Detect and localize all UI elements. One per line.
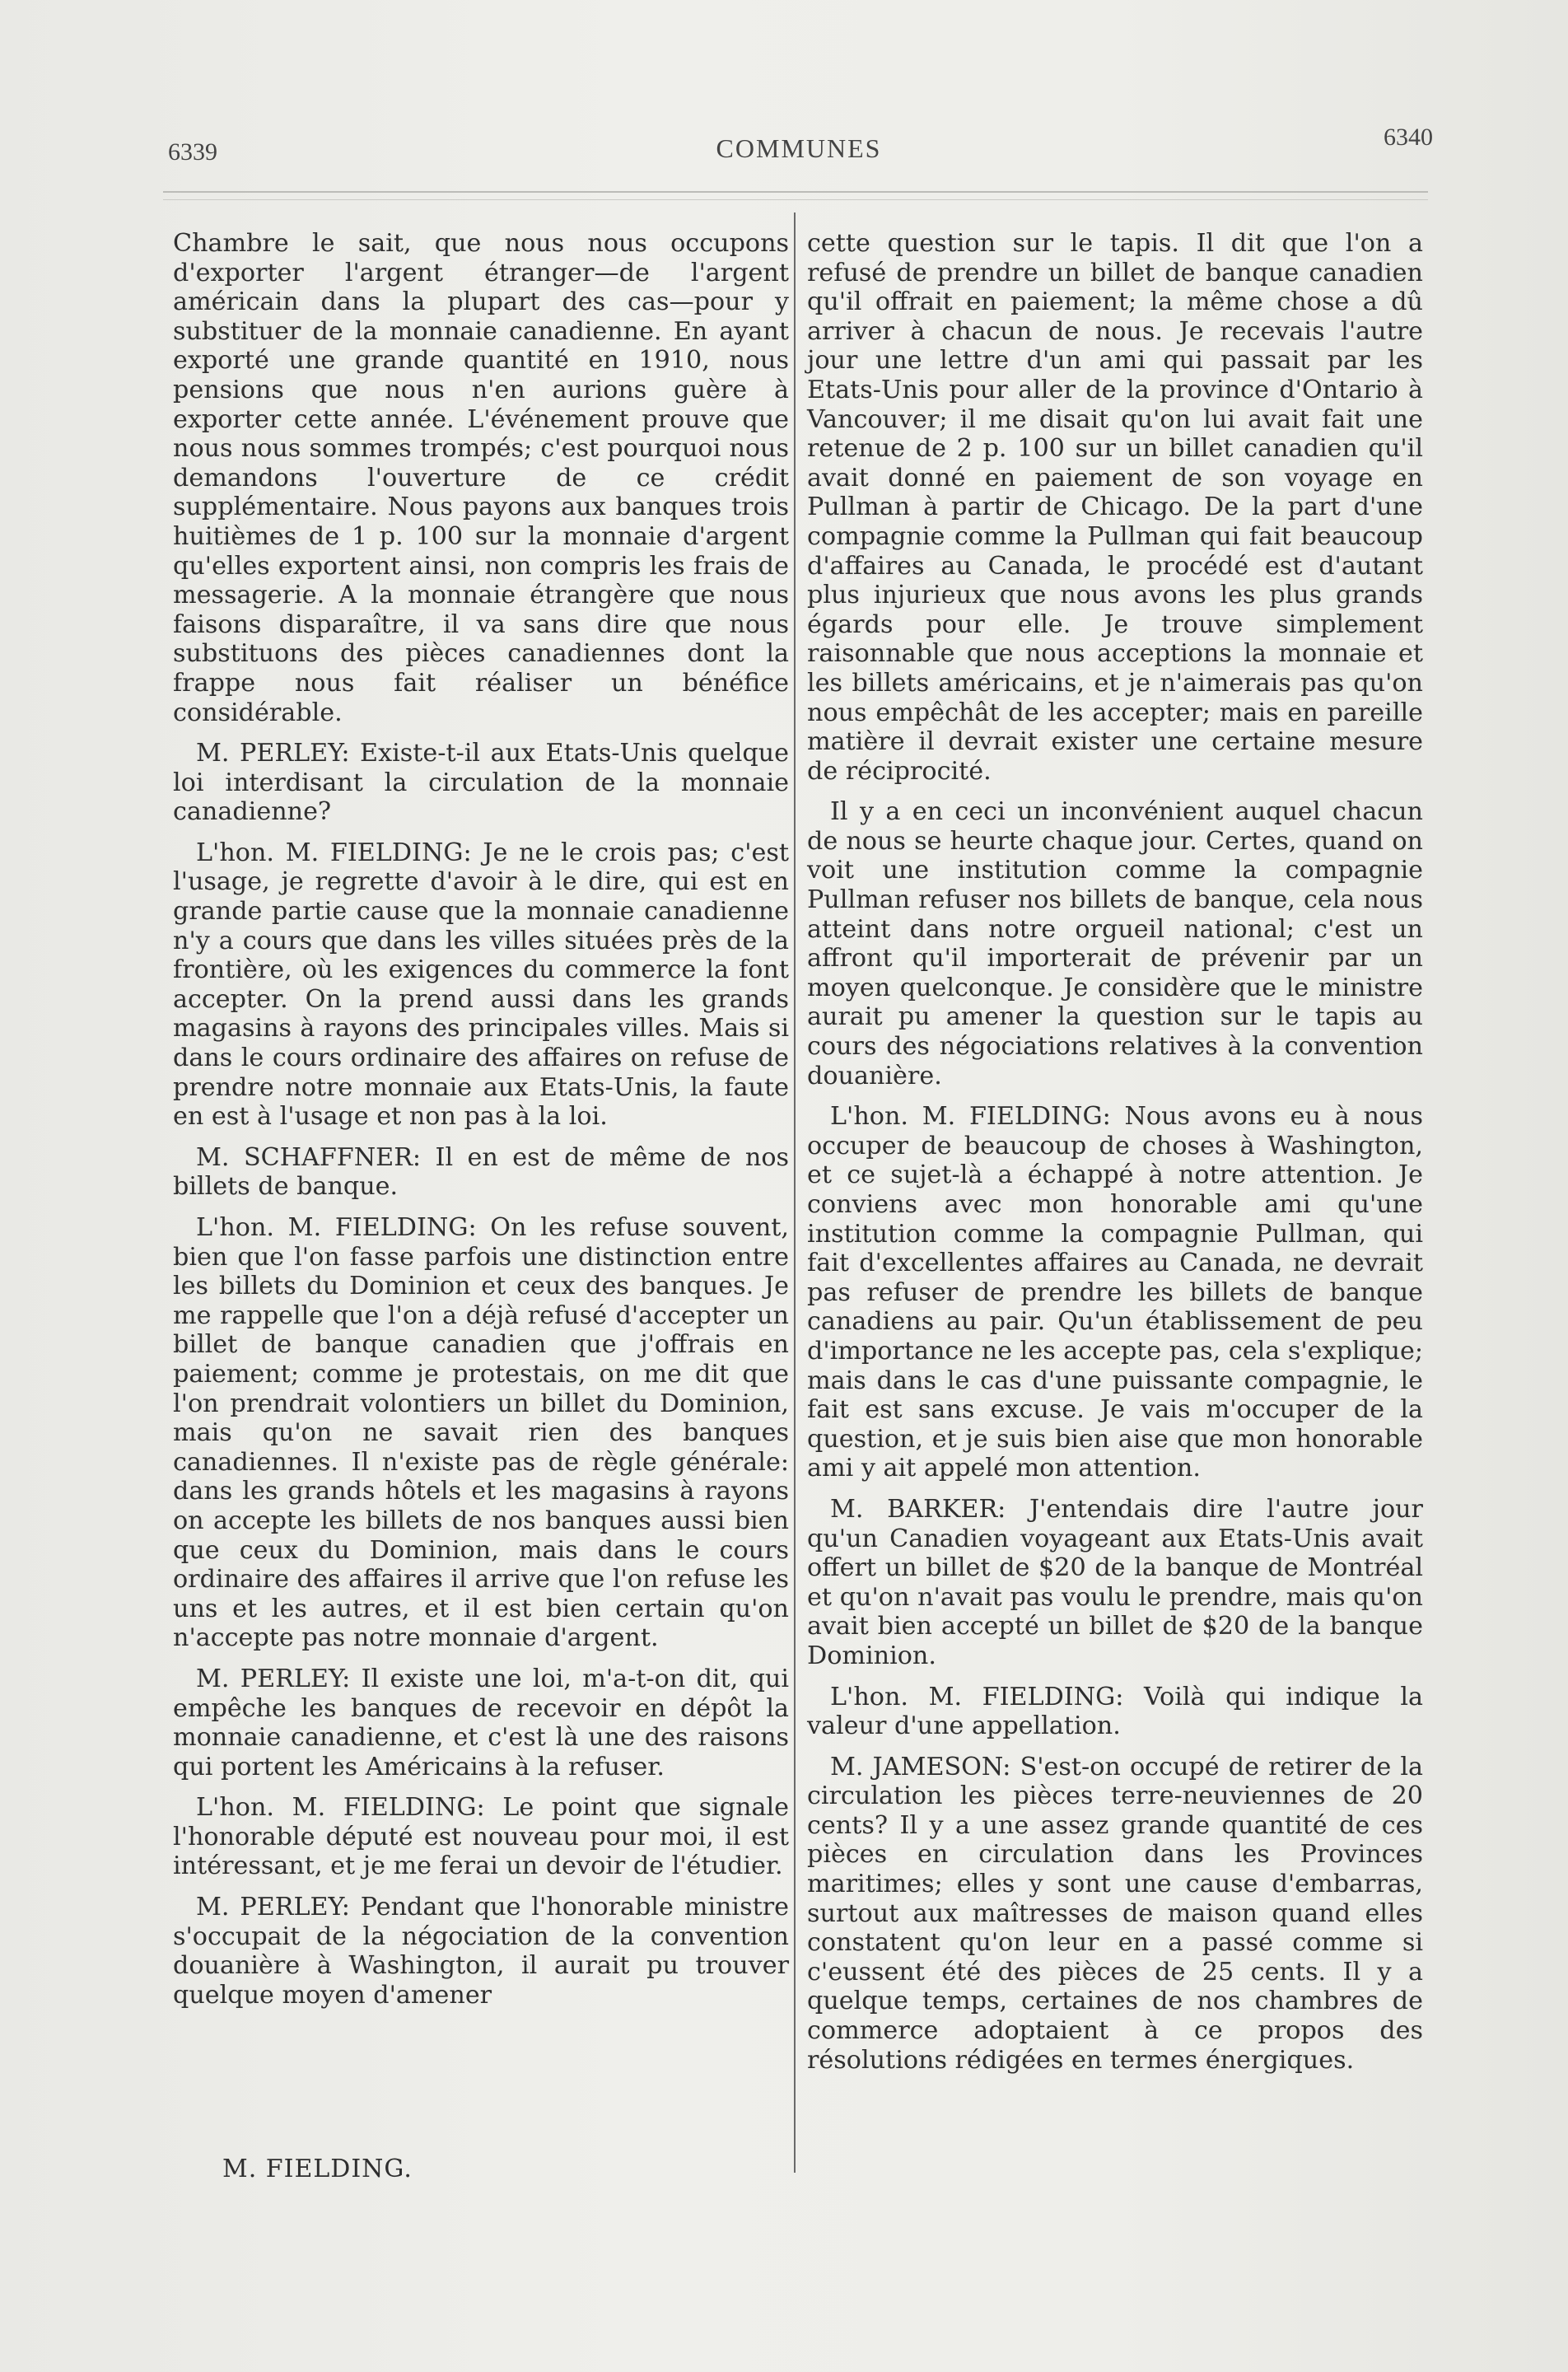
header-rule-secondary	[163, 199, 1428, 200]
catchword-footer: M. FIELDING.	[222, 2155, 413, 2183]
running-title: COMMUNES	[716, 133, 882, 163]
column-divider	[794, 212, 796, 2173]
page-number-right: 6340	[1384, 124, 1433, 151]
paragraph: M. SCHAFFNER: Il en est de même de nos billets de banque.	[173, 1142, 789, 1202]
paragraph: Chambre le sait, que nous nous occupons d'exporter l'argent étranger—de l'argent américain dans la plupart des cas—pour y substituer de la monnaie canadienne. En ayant exporté une grande quantité en 1910, nous pensions que nous n'en aurions guère à exporter cette année. L'événement prouve que nous nous sommes trompés; c'est pourquoi nous demandons l'ouverture de ce crédit supplémentaire. Nous payons aux banques trois huitièmes de 1 p. 100 sur la monnaie d'argent qu'elles exportent ainsi, non compris les frais de messagerie. A la monnaie étrangère que nous faisons disparaître, il va sans dire que nous substituons des pièces canadiennes dont la frappe nous fait réaliser un bénéfice considérable.	[173, 229, 789, 727]
paragraph: L'hon. M. FIELDING: Voilà qui indique la valeur d'une appellation.	[807, 1682, 1423, 1741]
page-header	[165, 124, 1433, 173]
paragraph: M. PERLEY: Pendant que l'honorable ministre s'occupait de la négociation de la convention douanière à Washington, il aurait pu trouver quelque moyen d'amener	[173, 1893, 789, 2010]
paragraph: M. JAMESON: S'est-on occupé de retirer de la circulation les pièces terre-neuviennes de 20 cents? Il y a une assez grande quantité de ces pièces en circulation dans les Provinces maritimes; elles y sont une cause d'embarras, surtout aux maîtresses de maison quand elles constatent qu'on leur en a passé comme si c'eussent été des pièces de 25 cents. Il y a quelque temps, certaines de nos chambres de commerce adoptaient à ce propos des résolutions rédigées en termes énergiques.	[807, 1752, 1423, 2075]
paragraph: Il y a en ceci un inconvénient auquel chacun de nous se heurte chaque jour. Certes, quand on voit une institution comme la compagnie Pullman refuser nos billets de banque, cela nous atteint dans notre orgueil national; c'est un affront qu'il importerait de prévenir par un moyen quelconque. Je considère que le ministre aurait pu amener la question sur le tapis au cours des négociations relatives à la convention douanière.	[807, 797, 1423, 1090]
paragraph: M. PERLEY: Il existe une loi, m'a-t-on dit, qui empêche les banques de recevoir en dépôt la monnaie canadienne, et c'est là une des raisons qui portent les Américains à la refuser.	[173, 1664, 789, 1781]
paragraph: M. PERLEY: Existe-t-il aux Etats-Unis quelque loi interdisant la circulation de la monnaie canadienne?	[173, 739, 789, 827]
page-number-left: 6339	[168, 138, 217, 166]
left-column	[173, 229, 789, 2021]
paragraph: L'hon. M. FIELDING: Je ne le crois pas; c'est l'usage, je regrette d'avoir à le dire, qui est en grande partie cause que la monnaie canadienne n'y a cours que dans les villes situées près de la frontière, où les exigences du commerce la font accepter. On la prend aussi dans les grands magasins à rayons des principales villes. Mais si dans le cours ordinaire des affaires on refuse de prendre notre monnaie aux Etats-Unis, la faute en est à l'usage et non pas à la loi.	[173, 838, 789, 1132]
paragraph: cette question sur le tapis. Il dit que l'on a refusé de prendre un billet de banque canadien qu'il offrait en paiement; la même chose a dû arriver à chacun de nous. Je recevais l'autre jour une lettre d'un ami qui passait par les Etats-Unis pour aller de la province d'Ontario à Vancouver; il me disait qu'on lui avait fait une retenue de 2 p. 100 sur un billet canadien qu'il avait donné en paiement de son voyage en Pullman à partir de Chicago. De la part d'une compagnie comme la Pullman qui fait beaucoup d'affaires au Canada, le procédé est d'autant plus injurieux que nous avons les plus grands égards pour elle. Je trouve simplement raisonnable que nous acceptions la monnaie et les billets américains, et je n'aimerais pas qu'on nous empêchât de les accepter; mais en pareille matière il devrait exister une certaine mesure de réciprocité.	[807, 229, 1423, 786]
paragraph: L'hon. M. FIELDING: Le point que signale l'honorable député est nouveau pour moi, il est intéressant, et je me ferai un devoir de l'étudier.	[173, 1793, 789, 1881]
paragraph: M. BARKER: J'entendais dire l'autre jour qu'un Canadien voyageant aux Etats-Unis avait offert un billet de $20 de la banque de Montréal et qu'on n'avait pas voulu le prendre, mais qu'on avait bien accepté un billet de $20 de la banque Dominion.	[807, 1494, 1423, 1670]
paragraph: L'hon. M. FIELDING: On les refuse souvent, bien que l'on fasse parfois une distinction entre les billets du Dominion et ceux des banques. Je me rappelle que l'on a déjà refusé d'accepter un billet de banque canadien que j'offrais en paiement; comme je protestais, on me dit que l'on prendrait volontiers un billet du Dominion, mais qu'on ne savait rien des banques canadiennes. Il n'existe pas de règle générale: dans les grands hôtels et les magasins à rayons on accepte les billets de nos banques aussi bien que ceux du Dominion, mais dans le cours ordinaire des affaires il arrive que l'on refuse les uns et les autres, et il est bien certain qu'on n'accepte pas notre monnaie d'argent.	[173, 1213, 789, 1653]
paragraph: L'hon. M. FIELDING: Nous avons eu à nous occuper de beaucoup de choses à Washington, et ce sujet-là a échappé à notre attention. Je conviens avec mon honorable ami qu'une institution comme la compagnie Pullman, qui fait d'excellentes affaires au Canada, ne devrait pas refuser de prendre les billets de banque canadiens au pair. Qu'un établissement de peu d'importance ne les accepte pas, cela s'explique; mais dans le cas d'une puissante compagnie, le fait est sans excuse. Je vais m'occuper de la question, et je suis bien aise que mon honorable ami y ait appelé mon attention.	[807, 1102, 1424, 1483]
header-rule	[163, 191, 1428, 193]
right-column	[807, 229, 1423, 2086]
